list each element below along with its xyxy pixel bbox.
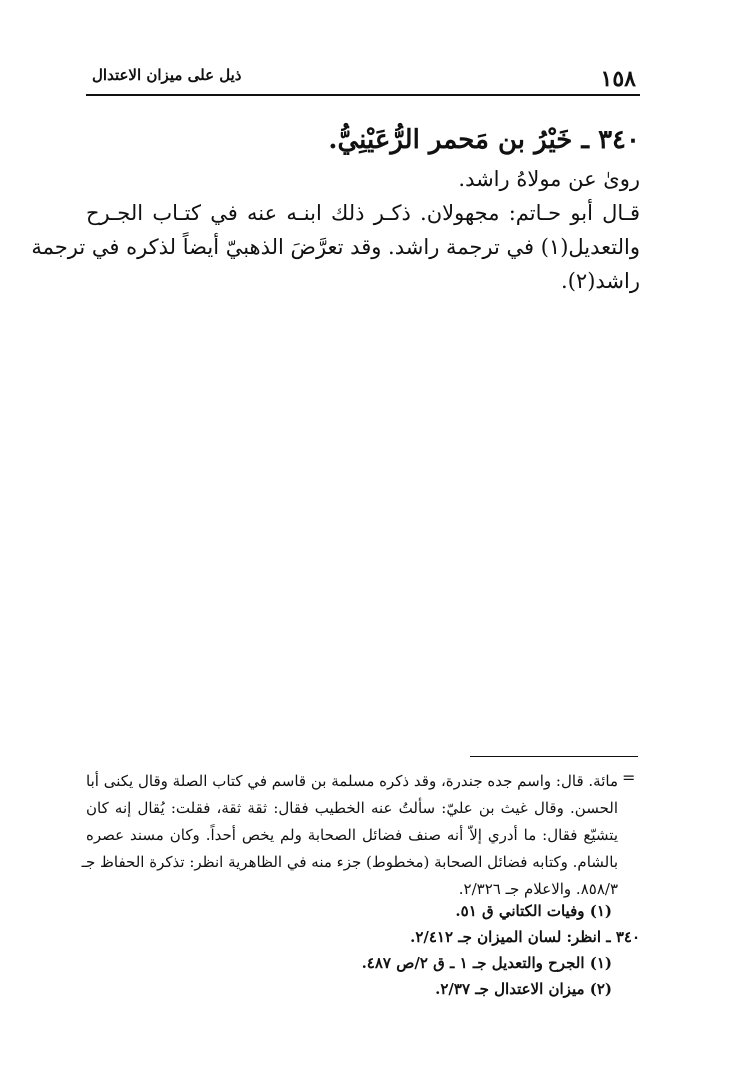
footnote-line: يتشيّع فقال: ما أدري إلاّ أنه صنف فضائل الصحابة ولم يخص أحداً. وكان مسند عصره <box>86 826 618 844</box>
page-number: ١٥٨ <box>600 66 636 92</box>
page-header <box>86 60 640 96</box>
footnote-list <box>86 898 640 1002</box>
entry-line: قـال أبو حـاتم: مجهولان. ذكـر ذلك ابنـه عنه في كتـاب الجـرح <box>86 201 640 225</box>
footnote-separator <box>470 756 638 757</box>
entry-heading: ٣٤٠ ـ خَيْرُ بن مَحمر الرُّعَيْنِيُّ. <box>328 125 640 155</box>
footnote-line: مائة. قال: واسم جده جندرة، وقد ذكره مسلمة بن قاسم في كتاب الصلة وقال يكنى أبا <box>86 772 618 790</box>
footnote-item: (١) الجرح والتعديل جـ ١ ـ ق ٢/ص ٤٨٧. <box>361 954 612 972</box>
footnote-item: (٢) ميزان الاعتدال جـ ٢/٣٧. <box>435 980 612 998</box>
footnote-line: الحسن. وقال غيث بن عليّ: سألتُ عنه الخطيب فقال: ثقة ثقة، فقلت: يُقال إنه كان <box>86 799 618 817</box>
biography-entry <box>31 118 640 298</box>
footnote-item: (١) وفيات الكتاني ق ٥١. <box>455 902 612 920</box>
entry-line: روىٰ عن مولاهُ راشد. <box>458 167 640 191</box>
footnote-continuation <box>81 768 618 903</box>
footnote-line: ٨٥٨/٣. والاعلام جـ ٢/٣٢٦. <box>458 880 618 898</box>
entry-line: راشد(٢). <box>561 269 640 293</box>
running-title: ذيل على ميزان الاعتدال <box>92 66 242 84</box>
footnote-line: بالشام. وكتابه فضائل الصحابة (مخطوط) جزء منه في الظاهرية انظر: تذكرة الحفاظ جـ <box>81 853 618 871</box>
entry-line: والتعديل(١) في ترجمة راشد. وقد تعرَّضَ الذهبيّ أيضاً لذكره في ترجمة <box>31 235 640 259</box>
footnote-item: ٣٤٠ ـ انظر: لسان الميزان جـ ٢/٤١٢. <box>410 928 640 946</box>
continuation-marker: = <box>622 768 636 787</box>
